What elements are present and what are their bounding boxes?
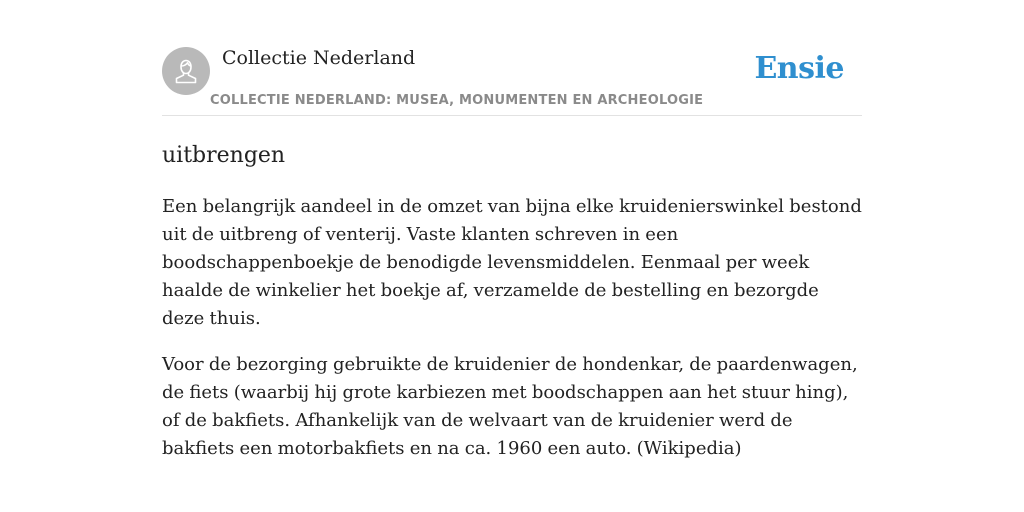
entry-card — [162, 0, 862, 463]
entry-header — [162, 0, 862, 116]
author-name-link[interactable]: Collectie Nederland — [222, 47, 416, 69]
source-subtitle: COLLECTIE NEDERLAND: MUSEA, MONUMENTEN EN ARCHEOLOGIE — [210, 93, 704, 108]
brand-logo-link[interactable]: Ensie — [754, 51, 844, 86]
entry-paragraph-2: Voor de bezorging gebruikte de kruidenier de hondenkar, de paardenwagen, de fiets (waarbij hij grote karbiezen met boodschappen aan het stuur hing), of de bakfiets. Afhankelijk van de welvaart van de kruidenier werd de bakfiets een motorbakfiets en na ca. 1960 een auto. (Wikipedia) — [162, 354, 858, 459]
entry-title: uitbrengen — [162, 143, 286, 168]
entry-paragraph-1: Een belangrijk aandeel in de omzet van bijna elke kruidenierswinkel bestond uit de uitbreng of venterij. Vaste klanten schreven in een boodschappenboekje de benodigde levensmiddelen. Eenmaal per week haalde de winkelier het boekje af, verzamelde de bestelling en bezorgde deze thuis. — [162, 196, 862, 329]
avatar[interactable] — [162, 47, 210, 95]
user-icon — [171, 56, 201, 86]
